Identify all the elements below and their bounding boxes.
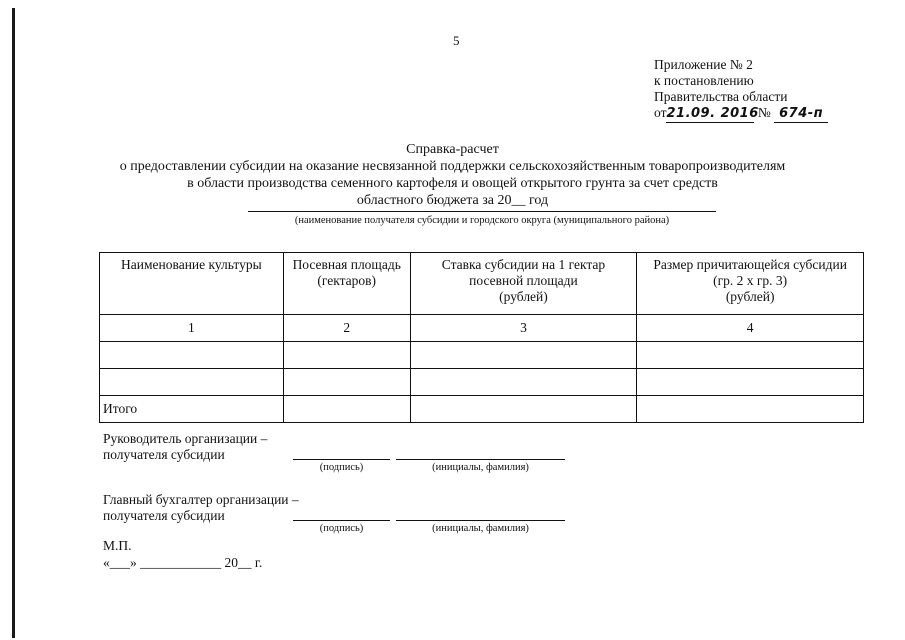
head-signature-field[interactable] — [293, 459, 390, 473]
recipient-rule — [248, 211, 716, 212]
table-row — [100, 342, 864, 369]
subsidy-table — [99, 252, 864, 423]
recipient-field — [248, 211, 716, 226]
head-title-line-1: Руководитель организации – — [103, 431, 268, 446]
table-cell[interactable] — [410, 342, 637, 369]
annex-line-3: Правительства области — [654, 89, 788, 104]
column-number-3: 3 — [410, 315, 637, 342]
annex-date-prefix: от — [654, 105, 667, 120]
page-number: 5 — [453, 33, 460, 48]
header-crop-name-line-1: Наименование культуры — [121, 257, 262, 272]
accountant-signature-rule — [293, 520, 390, 521]
header-subsidy-amount-line-3: (рублей) — [725, 289, 775, 304]
stamp-block — [103, 537, 262, 571]
document-title — [80, 141, 825, 209]
accountant-signature-caption: (подпись) — [319, 523, 364, 534]
header-subsidy-amount — [637, 253, 864, 315]
accountant-signature-field[interactable] — [293, 520, 390, 534]
column-number-1: 1 — [100, 315, 284, 342]
total-cell[interactable] — [410, 396, 637, 423]
header-subsidy-rate — [410, 253, 637, 315]
head-signature-rule — [293, 459, 390, 460]
header-subsidy-rate-line-2: посевной площади — [469, 273, 578, 288]
column-number-2: 2 — [283, 315, 410, 342]
table-cell[interactable] — [410, 369, 637, 396]
annex-line-2: к постановлению — [654, 73, 754, 88]
stamp-date-line: «___» ____________ 20__ г. — [103, 555, 263, 570]
accountant-title-line-2: получателя субсидии — [103, 508, 225, 523]
annex-date-handwritten: 21.09. 2016 — [666, 106, 759, 121]
annex-number-prefix: № — [757, 105, 771, 120]
table-cell[interactable] — [100, 342, 284, 369]
total-cell[interactable] — [637, 396, 864, 423]
annex-number-handwritten: 674-п — [774, 106, 828, 123]
head-name-caption: (инициалы, фамилия) — [432, 462, 529, 473]
header-subsidy-amount-line-1: Размер причитающейся субсидии — [653, 257, 847, 272]
title-line-4: областного бюджета за 20__ год — [356, 193, 549, 208]
accountant-signature-block — [103, 492, 299, 524]
table-row — [100, 369, 864, 396]
head-name-field[interactable] — [396, 459, 565, 473]
stamp-mp: М.П. — [103, 538, 132, 553]
head-title-line-2: получателя субсидии — [103, 447, 225, 462]
header-sown-area-line-1: Посевная площадь — [292, 257, 401, 272]
header-sown-area-line-2: (гектаров) — [317, 273, 377, 288]
header-sown-area — [283, 253, 410, 315]
table-cell[interactable] — [637, 342, 864, 369]
recipient-caption: (наименование получателя субсидии и городского округа (муниципального района) — [294, 215, 670, 226]
annex-header — [654, 57, 828, 123]
table-header-row — [100, 253, 864, 315]
table-cell[interactable] — [283, 342, 410, 369]
table-total-row — [100, 396, 864, 423]
table-cell[interactable] — [283, 369, 410, 396]
total-label: Итого — [100, 396, 284, 423]
accountant-name-caption: (инициалы, фамилия) — [432, 523, 529, 534]
header-crop-name — [100, 253, 284, 315]
header-subsidy-rate-line-3: (рублей) — [499, 289, 548, 304]
column-number-4: 4 — [637, 315, 864, 342]
table-cell[interactable] — [100, 369, 284, 396]
table-cell[interactable] — [637, 369, 864, 396]
annex-line-1: Приложение № 2 — [654, 57, 753, 72]
head-signature-caption: (подпись) — [319, 462, 364, 473]
total-cell[interactable] — [283, 396, 410, 423]
accountant-title-line-1: Главный бухгалтер организации – — [103, 492, 299, 507]
header-subsidy-amount-line-2: (гр. 2 х гр. 3) — [713, 273, 788, 288]
accountant-name-field[interactable] — [396, 520, 565, 534]
title-line-2: о предоставлении субсидии на оказание несвязанной поддержки сельскохозяйственным товаропроизводителям — [119, 159, 786, 174]
title-line-3: в области производства семенного картофеля и овощей открытого грунта за счет средств — [187, 176, 718, 191]
title-line-1: Справка-расчет — [406, 142, 499, 157]
table-column-number-row — [100, 315, 864, 342]
head-name-rule — [396, 459, 565, 460]
header-subsidy-rate-line-1: Ставка субсидии на 1 гектар — [441, 257, 606, 272]
binding-line — [12, 8, 15, 638]
accountant-name-rule — [396, 520, 565, 521]
annex-date-line — [654, 105, 828, 123]
head-signature-block — [103, 431, 267, 463]
